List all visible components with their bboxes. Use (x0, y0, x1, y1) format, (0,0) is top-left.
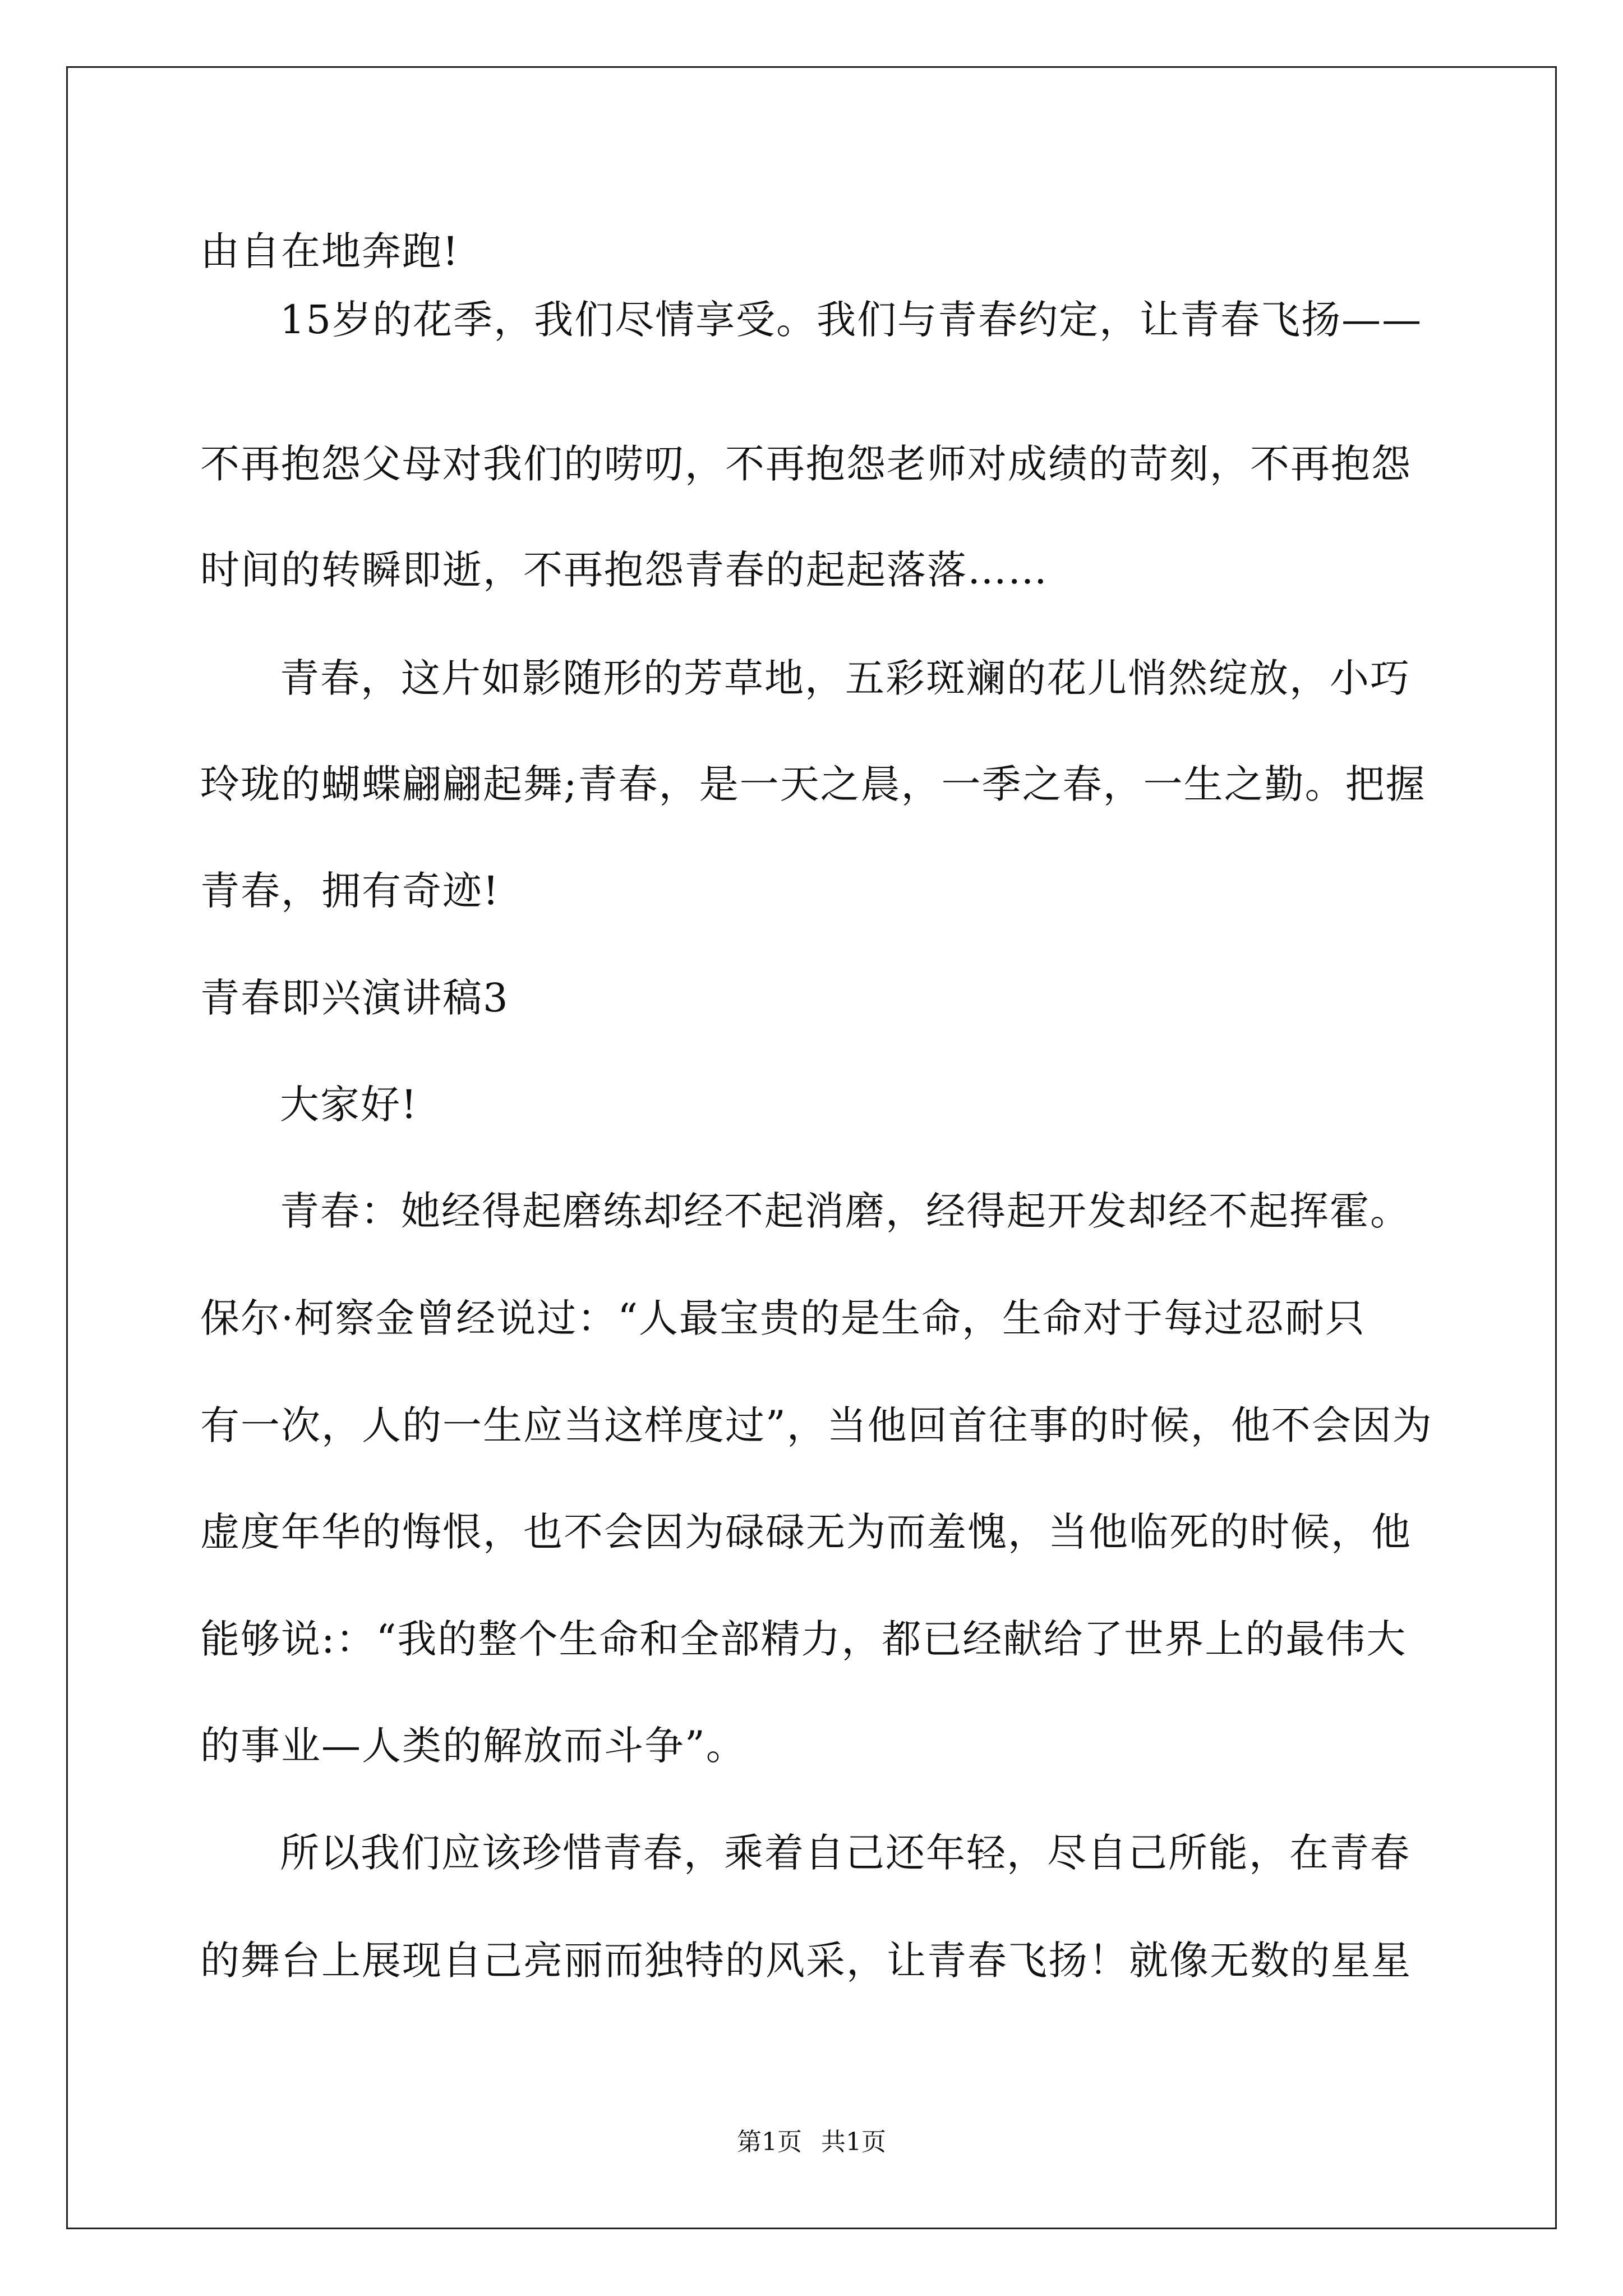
page-footer (0, 2130, 1623, 2155)
text-line: 玲珑的蝴蝶翩翩起舞;青春，是一天之晨，一季之春，一生之勤。把握 (200, 761, 1426, 807)
page-border (66, 66, 1557, 2229)
text-line: 所以我们应该珍惜青春，乘着自己还年轻，尽自己所能，在青春 (280, 1830, 1410, 1876)
text-line: 不再抱怨父母对我们的唠叨，不再抱怨老师对成绩的苛刻，不再抱怨 (200, 441, 1412, 487)
text-line: 青春，拥有奇迹! (200, 868, 500, 914)
section-heading: 青春即兴演讲稿3 (200, 975, 509, 1021)
text-line: 的事业—人类的解放而斗争”。 (200, 1723, 746, 1769)
text-line: 时间的转瞬即逝，不再抱怨青春的起起落落…… (200, 547, 1048, 593)
page-number: 第1页 (737, 2128, 802, 2156)
text-line: 15岁的花季，我们尽情享受。我们与青春约定，让青春飞扬—— (280, 297, 1423, 343)
text-line: 能够说:：“我的整个生命和全部精力，都已经献给了世界上的最伟大 (200, 1616, 1407, 1662)
text-line: 保尔·柯察金曾经说过：“人最宝贵的是生命，生命对于每过忍耐只 (200, 1295, 1366, 1341)
text-line: 青春：她经得起磨练却经不起消磨，经得起开发却经不起挥霍。 (280, 1188, 1410, 1234)
text-line: 虚度年华的悔恨，也不会因为碌碌无为而羞愧，当他临死的时候，他 (200, 1509, 1412, 1555)
text-line: 有一次，人的一生应当这样度过”，当他回首往事的时候，他不会因为 (200, 1402, 1433, 1448)
text-line: 大家好! (280, 1082, 418, 1128)
text-line: 由自在地奔跑! (200, 228, 460, 274)
text-line: 的舞台上展现自己亮丽而独特的风采，让青春飞扬！就像无数的星星 (200, 1938, 1412, 1984)
page-total: 共1页 (821, 2128, 886, 2156)
text-line: 青春，这片如影随形的芳草地，五彩斑斓的花儿悄然绽放，小巧 (280, 655, 1410, 701)
